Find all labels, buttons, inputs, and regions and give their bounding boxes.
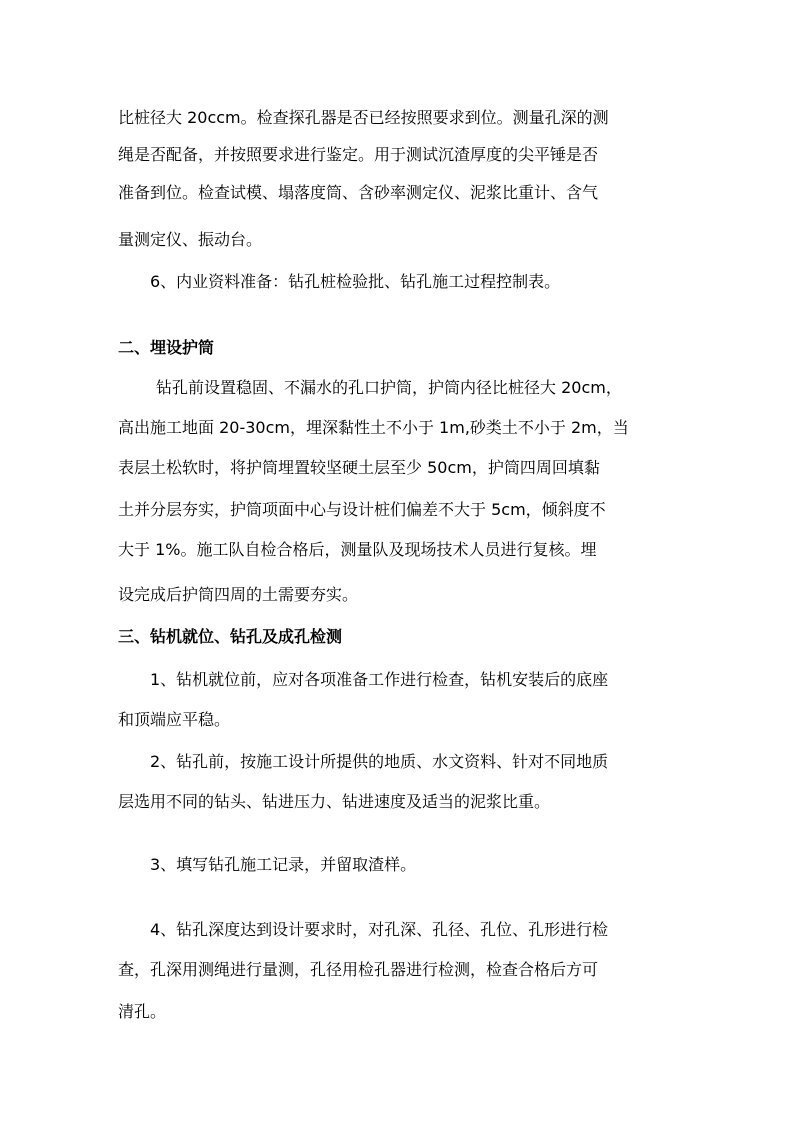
text-line: 4、钻孔深度达到设计要求时，对孔深、孔径、孔位、孔形进行检	[150, 920, 609, 939]
text-line: 2、钻孔前，按施工设计所提供的地质、水文资料、针对不同地质	[150, 752, 609, 771]
text-line: 6、内业资料准备：钻孔桩检验批、钻孔施工过程控制表。	[150, 272, 561, 291]
text-line: 土并分层夯实，护筒项面中心与设计桩们偏差不大于 5cm，倾斜度不	[118, 500, 606, 519]
text-line: 大于 1%。施工队自检合格后，测量队及现场技术人员进行复核。埋	[118, 540, 597, 559]
text-line: 钻孔前设置稳固、不漏水的孔口护筒，护筒内径比桩径大 20cm，	[156, 378, 622, 397]
text-line: 层选用不同的钻头、钻进压力、钻进速度及适当的泥浆比重。	[118, 792, 551, 811]
text-line: 清孔。	[118, 1002, 167, 1021]
text-line: 比桩径大 20ccm。检查探孔器是否已经按照要求到位。测量孔深的测	[118, 108, 609, 127]
text-line: 准备到位。检查试模、塌落度筒、含砂率测定仪、泥浆比重计、含气	[118, 183, 599, 202]
text-line: 量测定仪、振动台。	[118, 230, 263, 249]
text-line: 查，孔深用测绳进行量测，孔径用检孔器进行检测，检查合格后方可	[118, 960, 599, 979]
text-line: 设完成后护筒四周的土需要夯实。	[118, 585, 359, 604]
text-line: 3、填写钻孔施工记录，并留取渣样。	[150, 855, 417, 874]
section-heading: 二、埋设护筒	[118, 338, 215, 357]
section-heading: 三、钻机就位、钻孔及成孔检测	[118, 627, 343, 646]
text-line: 绳是否配备，并按照要求进行鉴定。用于测试沉渣厚度的尖平锤是否	[118, 145, 599, 164]
text-line: 表层土松软时，将护筒埋置较坚硬土层至少 50cm，护筒四周回填黏	[118, 458, 600, 477]
text-line: 和顶端应平稳。	[118, 710, 231, 729]
text-line: 高出施工地面 20-30cm，埋深黏性土不小于 1m,砂类土不小于 2m，当	[118, 418, 629, 437]
text-line: 1、钻机就位前，应对各项准备工作进行检查，钻机安装后的底座	[150, 670, 609, 689]
